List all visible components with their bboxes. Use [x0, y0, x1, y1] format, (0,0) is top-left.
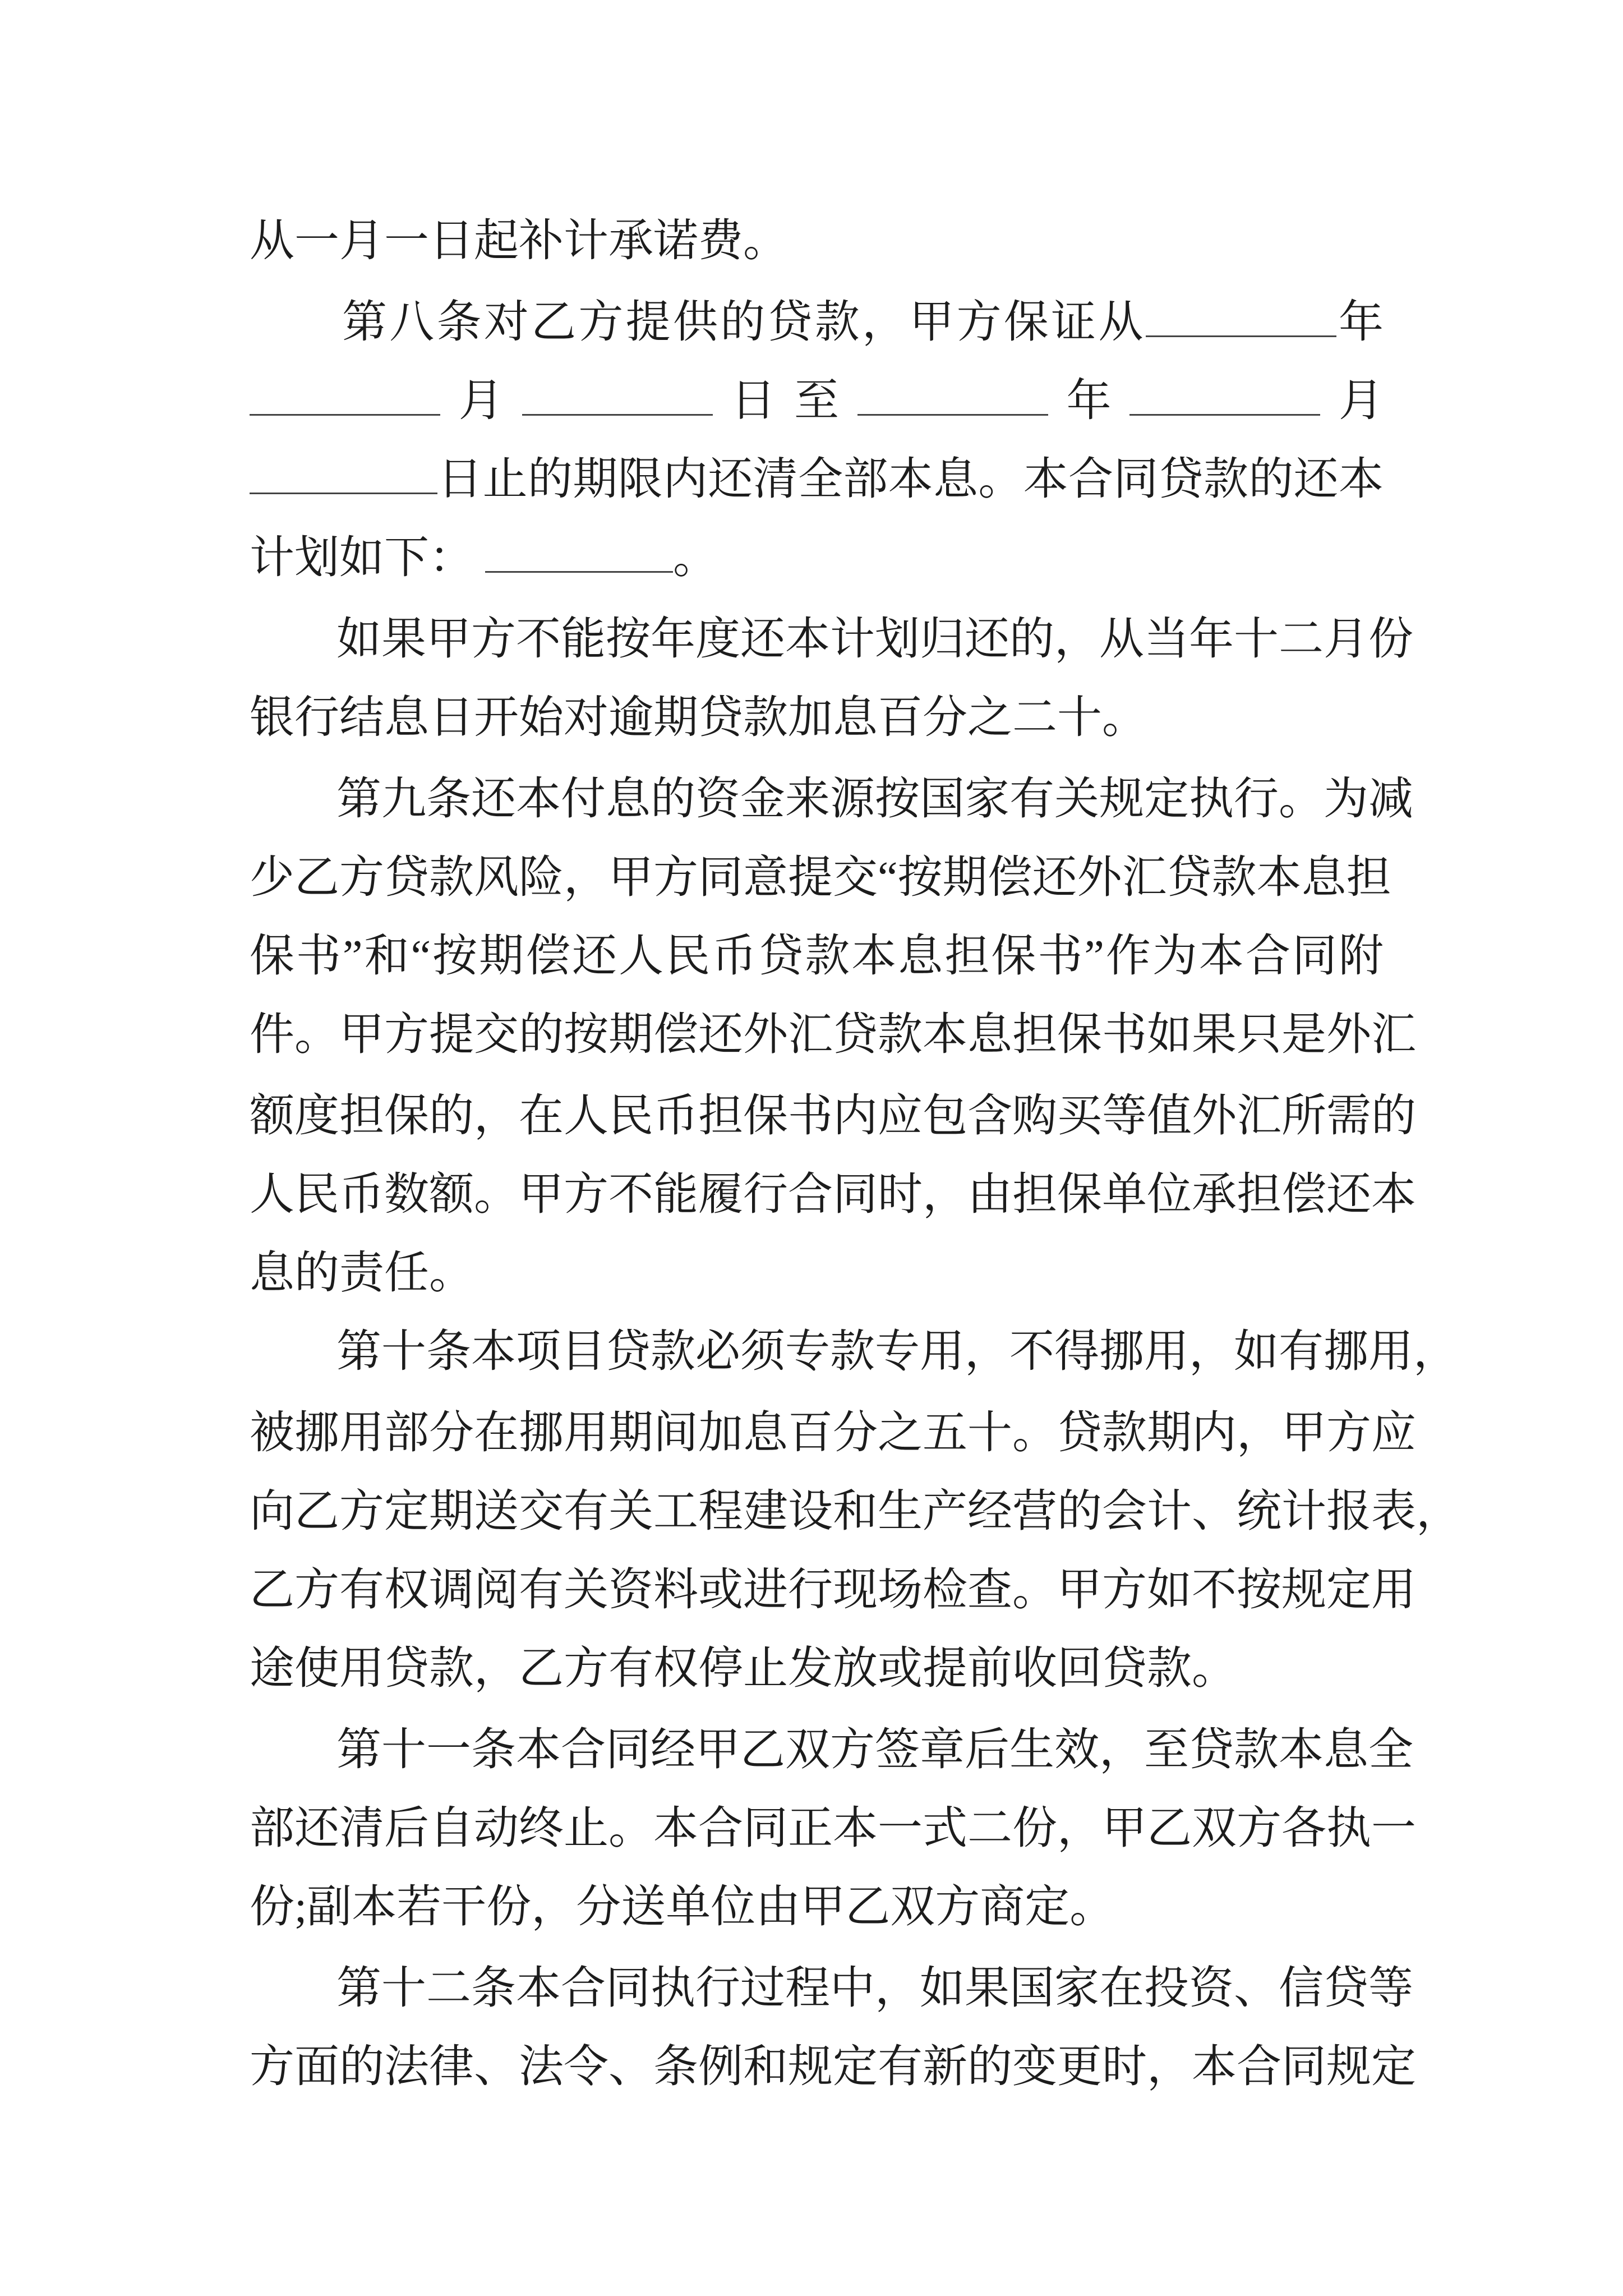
text-segment: 月	[1320, 376, 1384, 426]
fill-blank	[522, 377, 713, 416]
text-line: 息的责任。	[250, 1249, 474, 1298]
text-segment: 计划如下：	[250, 533, 474, 583]
text-line: 方面的法律、法令、条例和规定有新的变更时，本合同规定	[250, 2042, 1416, 2092]
text-line: 从一月一日起补计承诺费。	[250, 217, 788, 266]
fill-blank	[1129, 377, 1320, 416]
article-8-line-1	[342, 295, 1384, 351]
text-line: 银行结息日开始对逾期贷款加息百分之二十。	[250, 693, 1147, 743]
article-8-line-3	[250, 452, 1384, 508]
fill-blank	[857, 377, 1048, 416]
text-segment: 月	[440, 376, 522, 426]
text-segment: 年	[1336, 298, 1384, 347]
text-line: 途使用贷款，乙方有权停止发放或提前收回贷款。	[250, 1644, 1237, 1694]
text-line: 少乙方贷款风险，甲方同意提交“按期偿还外汇贷款本息担	[250, 853, 1391, 903]
text-line: 乙方有权调阅有关资料或进行现场检查。甲方如不按规定用	[250, 1566, 1416, 1615]
text-line: 第十条本项目贷款必须专款专用，不得挪用，如有挪用，	[336, 1327, 1458, 1377]
text-line: 额度担保的，在人民币担保书内应包含购买等值外汇所需的	[250, 1092, 1416, 1141]
text-line: 保书”和“按期偿还人民币贷款本息担保书”作为本合同附	[250, 932, 1384, 981]
text-line: 份;副本若干份，分送单位由甲乙双方商定。	[250, 1883, 1115, 1932]
text-segment: 。	[673, 533, 718, 583]
text-line: 部还清后自动终止。本合同正本一式二份，甲乙双方各执一	[250, 1804, 1416, 1853]
text-line: 第十二条本合同执行过程中，如果国家在投资、信贷等	[336, 1964, 1413, 2013]
text-line: 人民币数额。甲方不能履行合同时，由担保单位承担偿还本	[250, 1170, 1416, 1220]
fill-blank	[250, 377, 440, 416]
text-line: 被挪用部分在挪用期间加息百分之五十。贷款期内，甲方应	[250, 1409, 1416, 1458]
fill-blank	[1146, 298, 1336, 337]
text-segment: 第八条对乙方提供的贷款，甲方保证从	[342, 298, 1146, 347]
text-line: 如果甲方不能按年度还本计划归还的，从当年十二月份	[336, 615, 1413, 664]
article-8-line-4	[250, 530, 1384, 586]
text-line: 向乙方定期送交有关工程建设和生产经营的会计、统计报表，	[250, 1487, 1461, 1536]
text-line: 第十一条本合同经甲乙双方签章后生效，至贷款本息全	[336, 1726, 1413, 1775]
article-8-line-2	[250, 373, 1384, 429]
text-segment: 年	[1048, 376, 1130, 426]
text-segment: 日止的期限内还清全部本息。本合同贷款的还本	[437, 455, 1384, 504]
fill-blank	[250, 455, 437, 494]
text-line: 第九条还本付息的资金来源按国家有关规定执行。为减	[336, 775, 1413, 824]
text-segment: 日至	[712, 376, 857, 426]
text-line: 件。甲方提交的按期偿还外汇贷款本息担保书如果只是外汇	[250, 1010, 1416, 1060]
fill-blank	[485, 534, 673, 573]
